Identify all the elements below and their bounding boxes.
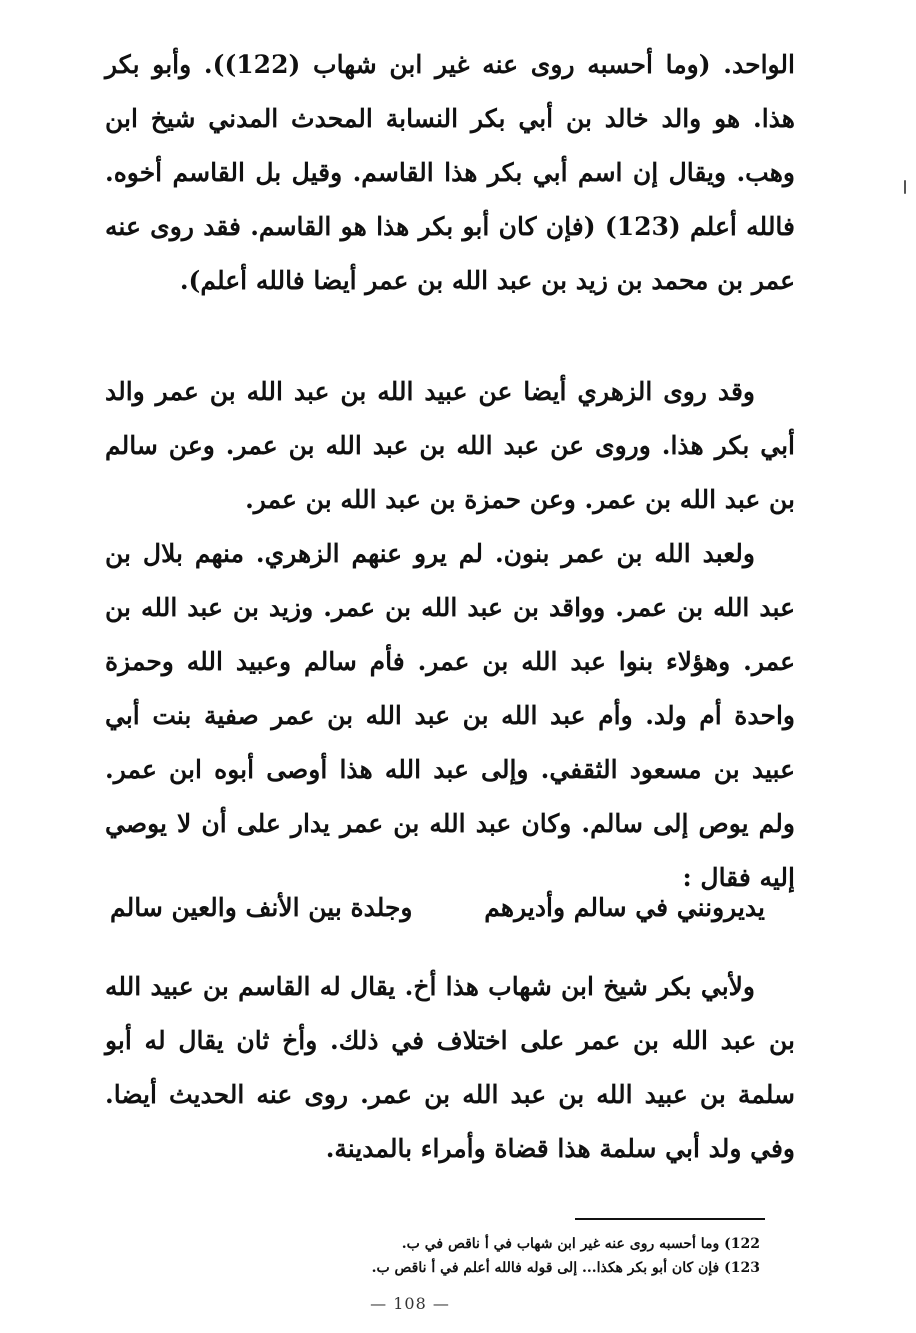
paragraph-3-text: ولعبد الله بن عمر بنون. لم يرو عنهم الزهري. منهم بلال بن عبد الله بن عمر. وواقد بن عبد الله بن عمر. وزيد بن عبد الله بن عمر. وهؤلاء بنوا عبد الله بن عمر. فأم سالم وعبيد الله وحمزة واحدة أم ولد. وأم عبد الله بن عبد الله بن عمر صفية بنت أبي عبيد بن مسعود الثقفي. وإلى عبد الله هذا أوصى أبوه ابن عمر. ولم يوص إلى سالم. وكان عبد الله بن عمر يدار على أن لا يوصي إليه فقال : [105, 539, 795, 892]
page-number: — 108 — [370, 1294, 450, 1313]
paragraph-1: الواحد. (وما أحسبه روى عنه غير ابن شهاب (122)). وأبو بكر هذا. هو والد خالد بن أبي بكر النسابة المحدث المدني شيخ ابن وهب. ويقال إن اسم أبي بكر هذا القاسم. وقيل بل القاسم أخوه. فالله أعلم (123) (فإن كان أبو بكر هذا هو القاسم. فقد روى عنه عمر بن محمد بن زيد بن عبد الله بن عمر أيضا فالله أعلم). [105, 50, 795, 295]
paragraph-3 [105, 527, 795, 905]
footnote-122: 122) وما أحسبه روى عنه غير ابن شهاب في أ ناقص في ب. [401, 1236, 760, 1252]
poetry-verse [110, 880, 765, 936]
verse-second-hemistich: وجلدة بين الأنف والعين سالم [110, 893, 413, 922]
paragraph-2 [105, 365, 795, 527]
paragraph-2-text: وقد روى الزهري أيضا عن عبيد الله بن عبد الله بن عمر والد أبي بكر هذا. وروى عن عبد الله بن عبد الله بن عمر. وعن سالم بن عبد الله بن عمر. وعن حمزة بن عبد الله بن عمر. [105, 377, 795, 514]
scan-artifact [904, 180, 906, 194]
footnotes [290, 1232, 760, 1280]
verse-first-hemistich: يديرونني في سالم وأديرهم [484, 893, 765, 922]
footnote-123: 123) فإن كان أبو بكر هكذا... إلى قوله فالله أعلم في أ ناقص ب. [371, 1260, 760, 1276]
paragraph-4-text: ولأبي بكر شيخ ابن شهاب هذا أخ. يقال له القاسم بن عبيد الله بن عبد الله بن عمر على اختلاف في ذلك. وأخ ثان يقال له أبو سلمة بن عبيد الله بن عبد الله بن عمر. روى عنه الحديث أيضا. وفي ولد أبي سلمة هذا قضاة وأمراء بالمدينة. [105, 972, 795, 1163]
footnote-separator [575, 1218, 765, 1220]
paragraph-4 [105, 960, 795, 1176]
